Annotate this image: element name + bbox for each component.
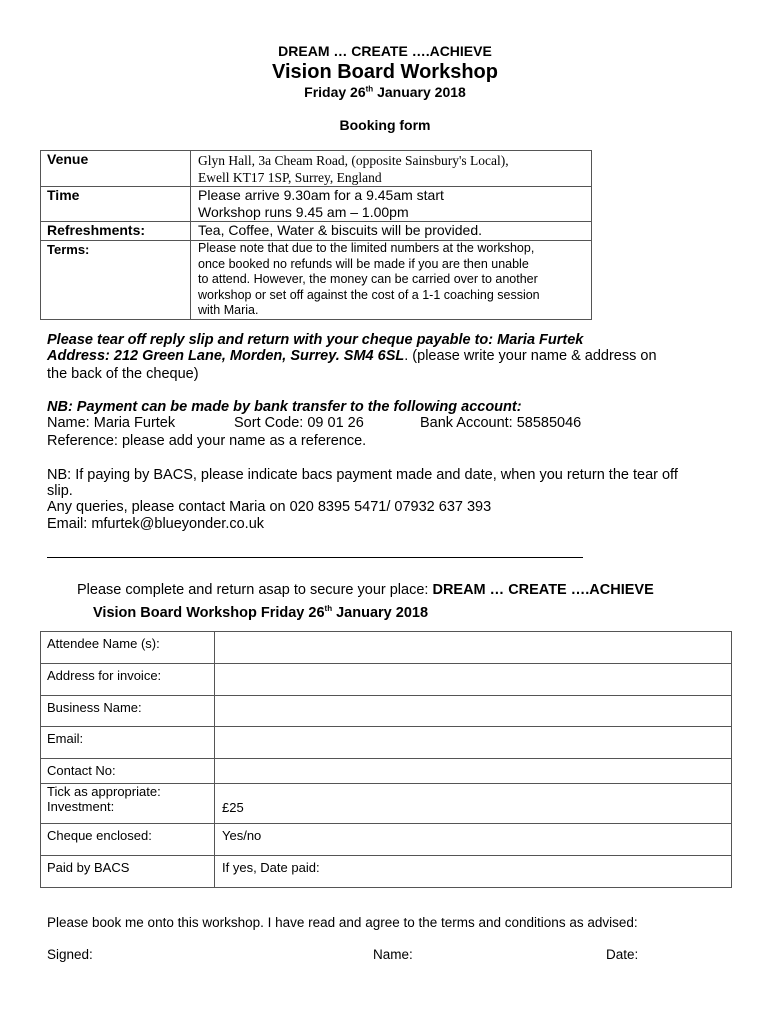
bacs-note-2: slip. xyxy=(47,483,73,499)
address-line-2: the back of the cheque) xyxy=(47,366,199,382)
venue-value: Glyn Hall, 3a Cheam Road, (opposite Sainsbury's Local), Ewell KT17 1SP, Surrey, England xyxy=(191,151,592,187)
name-label: Name: xyxy=(373,947,413,962)
bank-sort-code: Sort Code: 09 01 26 xyxy=(234,415,364,431)
address-line: Address: 212 Green Lane, Morden, Surrey. SM4 6SL. (please write your name & address on xyxy=(47,348,657,364)
time-label: Time xyxy=(41,187,191,222)
refreshments-label: Refreshments: xyxy=(41,222,191,241)
business-label: Business Name: xyxy=(41,696,215,727)
email-line: Email: mfurtek@blueyonder.co.uk xyxy=(47,516,265,532)
tear-off-line xyxy=(47,557,583,576)
tagline: DREAM … CREATE ….ACHIEVE xyxy=(278,43,492,59)
email-field[interactable] xyxy=(215,727,732,759)
contact-label: Contact No: xyxy=(41,759,215,784)
bank-reference: Reference: please add your name as a reference. xyxy=(47,433,367,449)
refreshments-value: Tea, Coffee, Water & biscuits will be provided. xyxy=(191,222,592,241)
business-field[interactable] xyxy=(215,696,732,727)
bank-name: Name: Maria Furtek xyxy=(47,415,176,431)
investment-value: £25 xyxy=(215,784,732,824)
reply-lead: Please complete and return asap to secure your place: DREAM … CREATE ….ACHIEVE xyxy=(77,582,654,598)
investment-label: Tick as appropriate: Investment: xyxy=(41,784,215,824)
contact-field[interactable] xyxy=(215,759,732,784)
queries-line: Any queries, please contact Maria on 020 8395 5471/ 07932 637 393 xyxy=(47,499,492,515)
attendee-label: Attendee Name (s): xyxy=(41,632,215,664)
address-field[interactable] xyxy=(215,664,732,696)
venue-label: Venue xyxy=(41,151,191,187)
terms-value: Please note that due to the limited numbers at the workshop, once booked no refunds will be made if you are then unable to attend. However, the money can be carried over to another workshop or set off against the cost of a 1-1 coaching session with Maria. xyxy=(191,241,592,320)
date-label: Date: xyxy=(606,947,639,962)
booking-form-table xyxy=(40,631,732,888)
bank-transfer-heading: NB: Payment can be made by bank transfer to the following account: xyxy=(47,399,522,415)
address-label: Address for invoice: xyxy=(41,664,215,696)
email-label: Email: xyxy=(41,727,215,759)
signed-label: Signed: xyxy=(47,947,93,962)
page-title: Vision Board Workshop xyxy=(272,61,498,83)
reply-event: Vision Board Workshop Friday 26th January 2018 xyxy=(93,604,429,621)
bacs-label: Paid by BACS xyxy=(41,856,215,888)
attendee-field[interactable] xyxy=(215,632,732,664)
bank-account: Bank Account: 58585046 xyxy=(420,415,582,431)
cheque-field[interactable]: Yes/no xyxy=(215,824,732,856)
bacs-field[interactable]: If yes, Date paid: xyxy=(215,856,732,888)
terms-label: Terms: xyxy=(41,241,191,320)
agreement-text: Please book me onto this workshop. I have read and agree to the terms and conditions as advised: xyxy=(47,915,638,930)
time-value: Please arrive 9.30am for a 9.45am start Workshop runs 9.45 am – 1.00pm xyxy=(191,187,592,222)
info-table xyxy=(40,150,592,320)
tear-off-instruction: Please tear off reply slip and return with your cheque payable to: Maria Furtek xyxy=(47,332,584,348)
event-date: Friday 26th January 2018 xyxy=(304,84,466,100)
bacs-note: NB: If paying by BACS, please indicate bacs payment made and date, when you return the tear off xyxy=(47,467,678,483)
form-title: Booking form xyxy=(339,117,431,133)
cheque-label: Cheque enclosed: xyxy=(41,824,215,856)
